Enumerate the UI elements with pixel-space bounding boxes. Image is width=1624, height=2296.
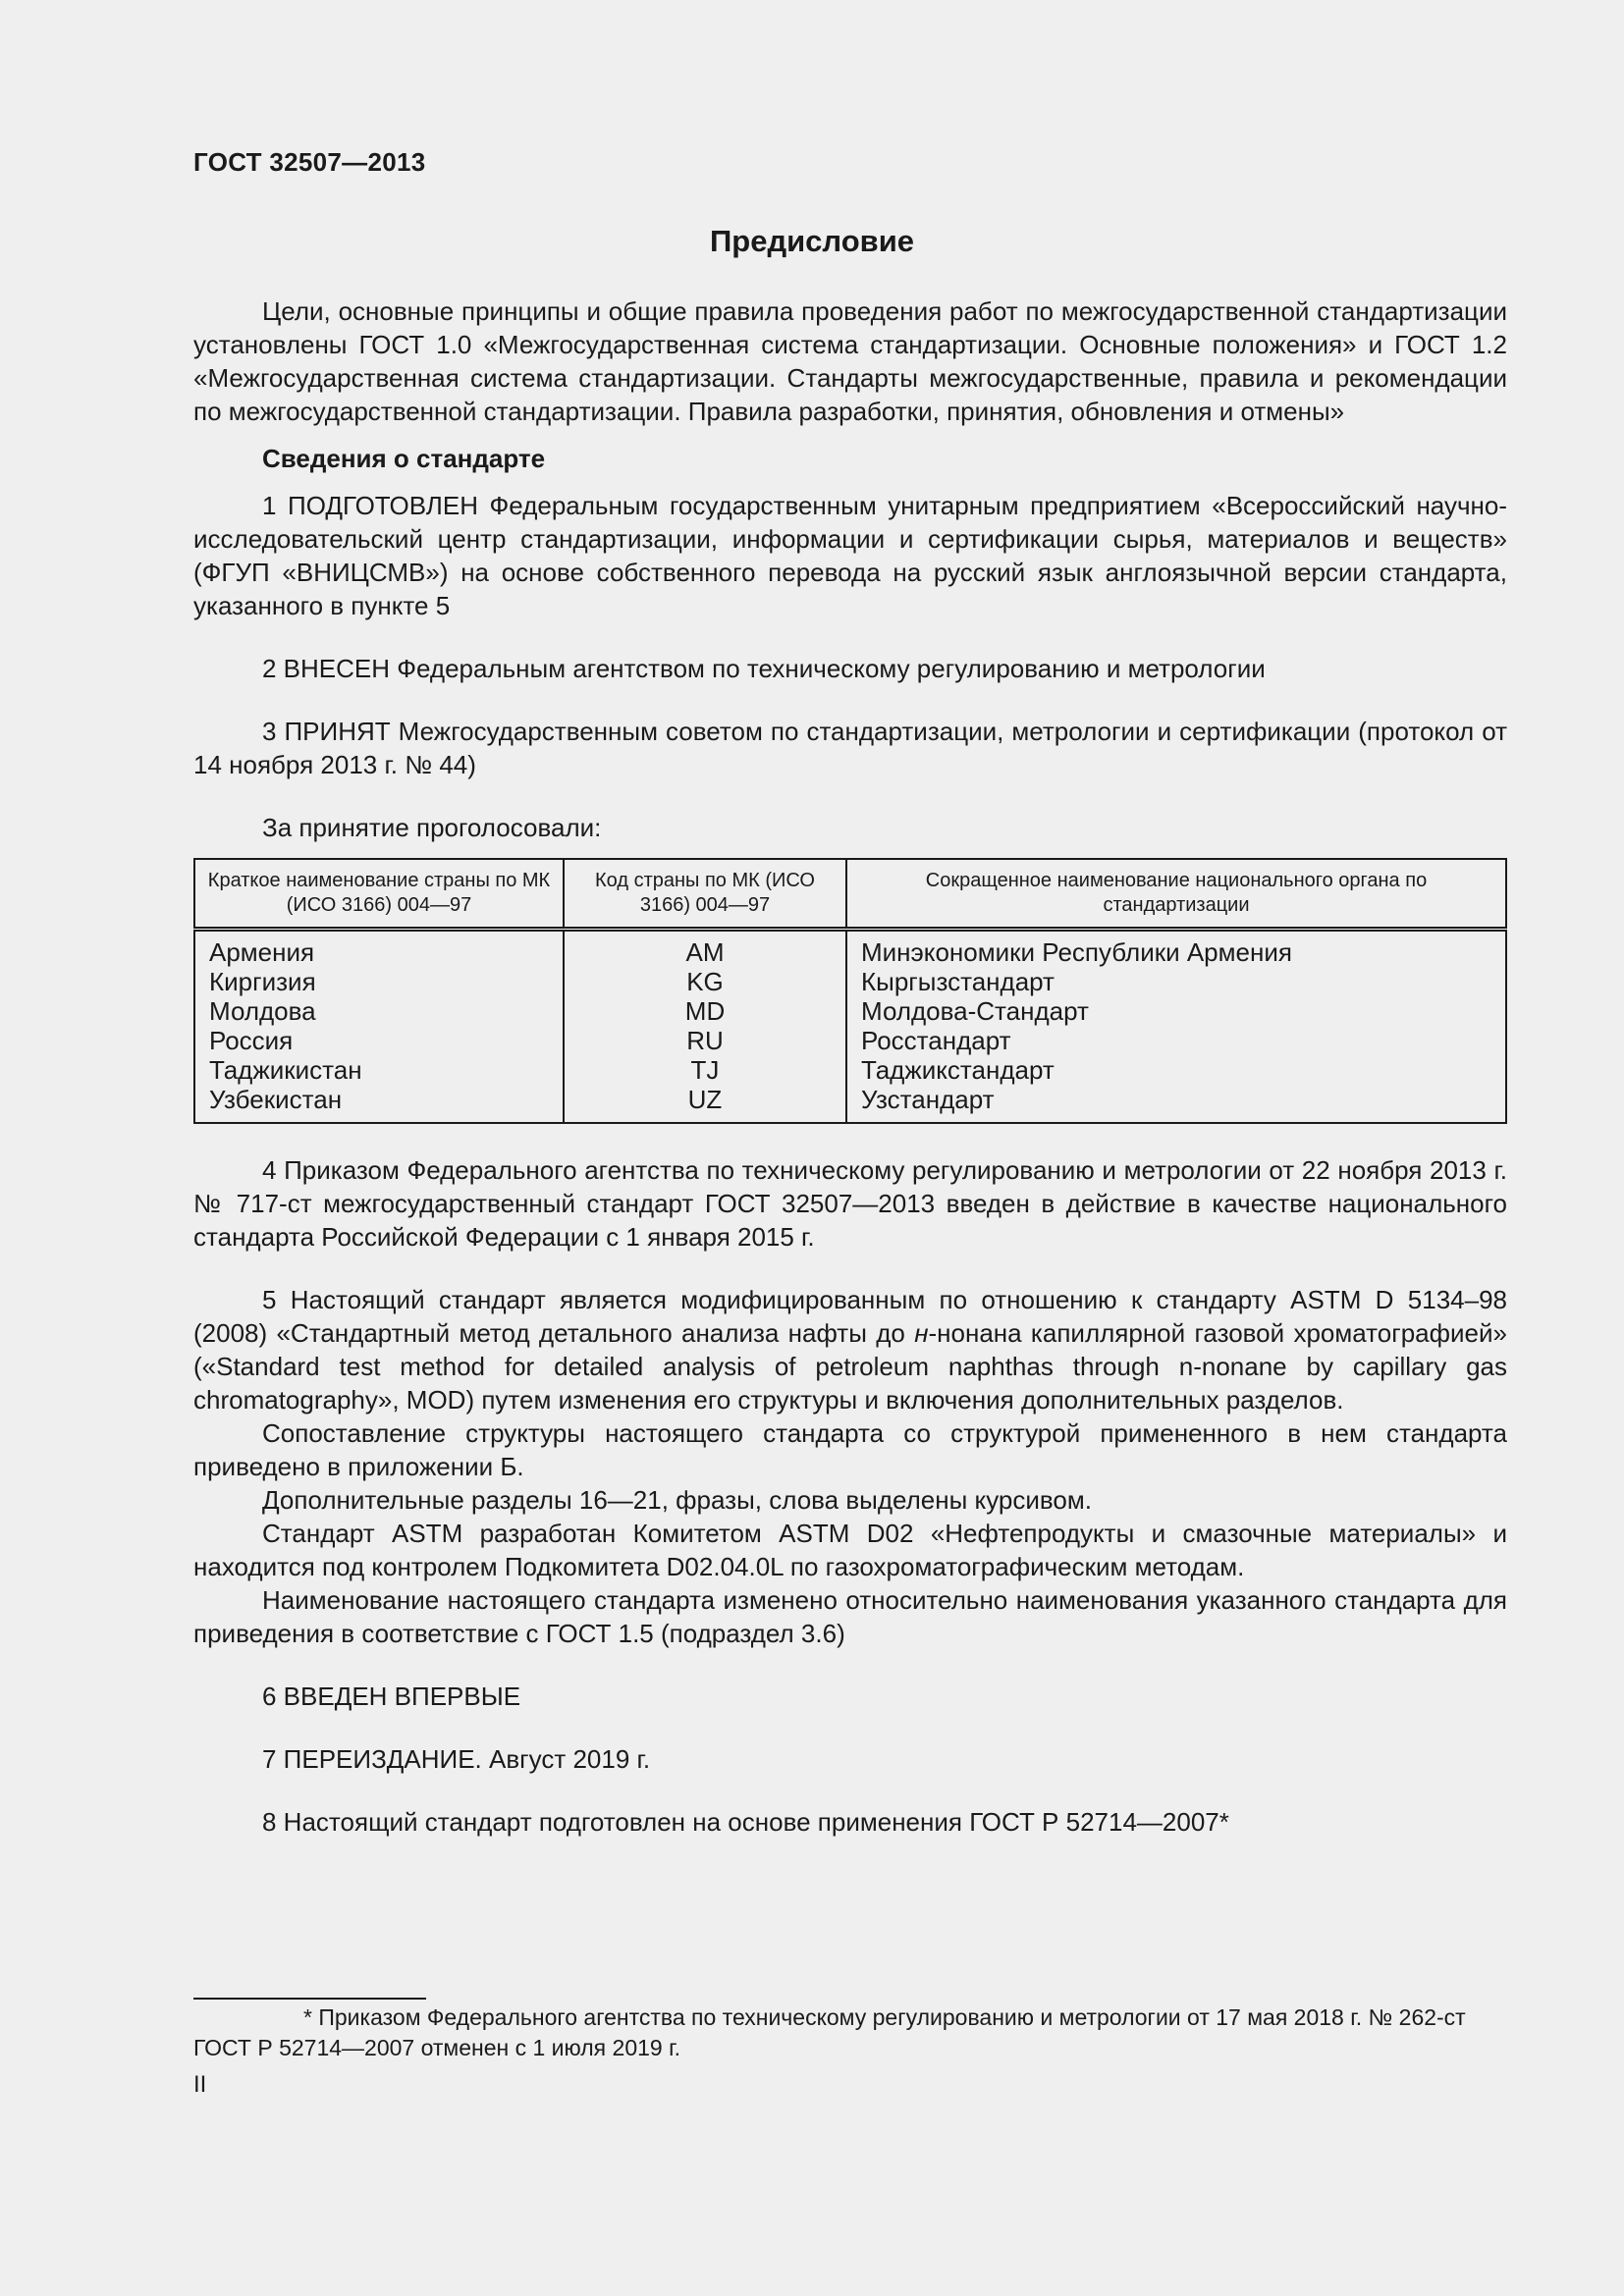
table-row	[194, 967, 1506, 996]
vote-country-code: RU	[564, 1026, 846, 1055]
vote-country: Россия	[194, 1026, 564, 1055]
footnote	[193, 2002, 1507, 2063]
item-5-italic: н	[914, 1318, 929, 1348]
item-5-paragraph-4: Стандарт ASTM разработан Комитетом ASTM D02 «Нефтепродукты и смазочные материалы» и находится под контролем Подкомитета D02.04.0L по газохроматографическим методам.	[193, 1519, 1507, 1581]
vote-country-code: MD	[564, 996, 846, 1026]
table-row	[194, 996, 1506, 1026]
document-code: ГОСТ 32507—2013	[193, 147, 426, 177]
item-5-paragraph-3: Дополнительные разделы 16—21, фразы, слова выделены курсивом.	[262, 1485, 1092, 1515]
footnote-line-1: * Приказом Федерального агентства по техническому регулированию и метрологии от 17 мая 2018 г. № 262-ст	[303, 2004, 1466, 2030]
info-heading: Сведения о стандарте	[262, 444, 546, 473]
vote-country: Киргизия	[194, 967, 564, 996]
vote-country-code: TJ	[564, 1055, 846, 1085]
item-5-paragraph-5: Наименование настоящего стандарта изменено относительно наименования указанного стандарта для приведения в соответствие с ГОСТ 1.5 (подраздел 3.6)	[193, 1585, 1507, 1648]
vote-table-header	[194, 859, 1506, 930]
document-body	[193, 294, 1507, 1839]
vote-national-body: Молдова-Стандарт	[846, 996, 1506, 1026]
vote-table	[193, 858, 1507, 1124]
item-4: 4 Приказом Федерального агентства по техническому регулированию и метрологии от 22 ноября 2013 г. № 717-ст межгосударственный стандарт ГОСТ 32507—2013 введен в действие в качестве национального стандарта Российской Федерации с 1 января 2015 г.	[193, 1155, 1507, 1252]
item-5-paragraph-2: Сопоставление структуры настоящего стандарта со структурой примененного в нем стандарта приведено в приложении Б.	[193, 1418, 1507, 1481]
item-2: 2 ВНЕСЕН Федеральным агентством по техническому регулированию и метрологии	[262, 654, 1266, 683]
vote-country: Армения	[194, 930, 564, 968]
item-5	[193, 1283, 1507, 1416]
vote-table-header-country: Краткое наименование страны по МК (ИСО 3166) 004—97	[194, 859, 564, 930]
table-row	[194, 1085, 1506, 1123]
item-5-part-1: 5 Настоящий стандарт является модифицированным по отношению к стандарту ASTM D 5134–98 (2008) «Стандартный метод детального анализа нафты до	[193, 1285, 1507, 1348]
table-row	[194, 930, 1506, 968]
item-5-part-2: -нонана капиллярной газовой хроматографией» («Standard test method for detailed analysis of petroleum naphthas through n-nonane by capillary gas chromatography», MOD) путем изменения его структуры и включения дополнительных разделов.	[193, 1318, 1507, 1415]
vote-country: Молдова	[194, 996, 564, 1026]
vote-national-body: Кыргызстандарт	[846, 967, 1506, 996]
vote-table-header-body: Сокращенное наименование национального органа по стандартизации	[846, 859, 1506, 930]
intro-paragraph: Цели, основные принципы и общие правила проведения работ по межгосударственной стандартизации установлены ГОСТ 1.0 «Межгосударственная система стандартизации. Основные положения» и ГОСТ 1.2 «Межгосударственная система стандартизации. Стандарты межгосударственные, правила и рекомендации по межгосударственной стандартизации. Правила разработки, принятия, обновления и отмены»	[193, 296, 1507, 426]
vote-country: Узбекистан	[194, 1085, 564, 1123]
vote-national-body: Таджикстандарт	[846, 1055, 1506, 1085]
vote-national-body: Минэкономики Республики Армения	[846, 930, 1506, 968]
item-6: 6 ВВЕДЕН ВПЕРВЫЕ	[262, 1682, 521, 1711]
item-3: 3 ПРИНЯТ Межгосударственным советом по стандартизации, метрологии и сертификации (протокол от 14 ноября 2013 г. № 44)	[193, 717, 1507, 779]
item-7: 7 ПЕРЕИЗДАНИЕ. Август 2019 г.	[262, 1744, 651, 1774]
item-1: 1 ПОДГОТОВЛЕН Федеральным государственным унитарным предприятием «Всероссийский научно-исследовательский центр стандартизации, информации и сертификации сырья, материалов и веществ» (ФГУП «ВНИЦСМВ») на основе собственного перевода на русский язык англоязычной версии стандарта, указанного в пункте 5	[193, 491, 1507, 620]
vote-intro: За принятие проголосовали:	[262, 813, 602, 842]
table-row	[194, 1026, 1506, 1055]
vote-country: Таджикистан	[194, 1055, 564, 1085]
vote-country-code: AM	[564, 930, 846, 968]
page-title: Предисловие	[709, 224, 914, 258]
vote-national-body: Росстандарт	[846, 1026, 1506, 1055]
vote-table-header-code: Код страны по МК (ИСО 3166) 004—97	[564, 859, 846, 930]
vote-country-code: KG	[564, 967, 846, 996]
table-row	[194, 1055, 1506, 1085]
item-8: 8 Настоящий стандарт подготовлен на основе применения ГОСТ Р 52714—2007*	[262, 1807, 1229, 1837]
vote-country-code: UZ	[564, 1085, 846, 1123]
page-number: II	[193, 2071, 207, 2098]
vote-national-body: Узстандарт	[846, 1085, 1506, 1123]
footnote-line-2: ГОСТ Р 52714—2007 отменен с 1 июля 2019 г.	[193, 2035, 681, 2060]
footnote-divider	[193, 1998, 426, 2000]
